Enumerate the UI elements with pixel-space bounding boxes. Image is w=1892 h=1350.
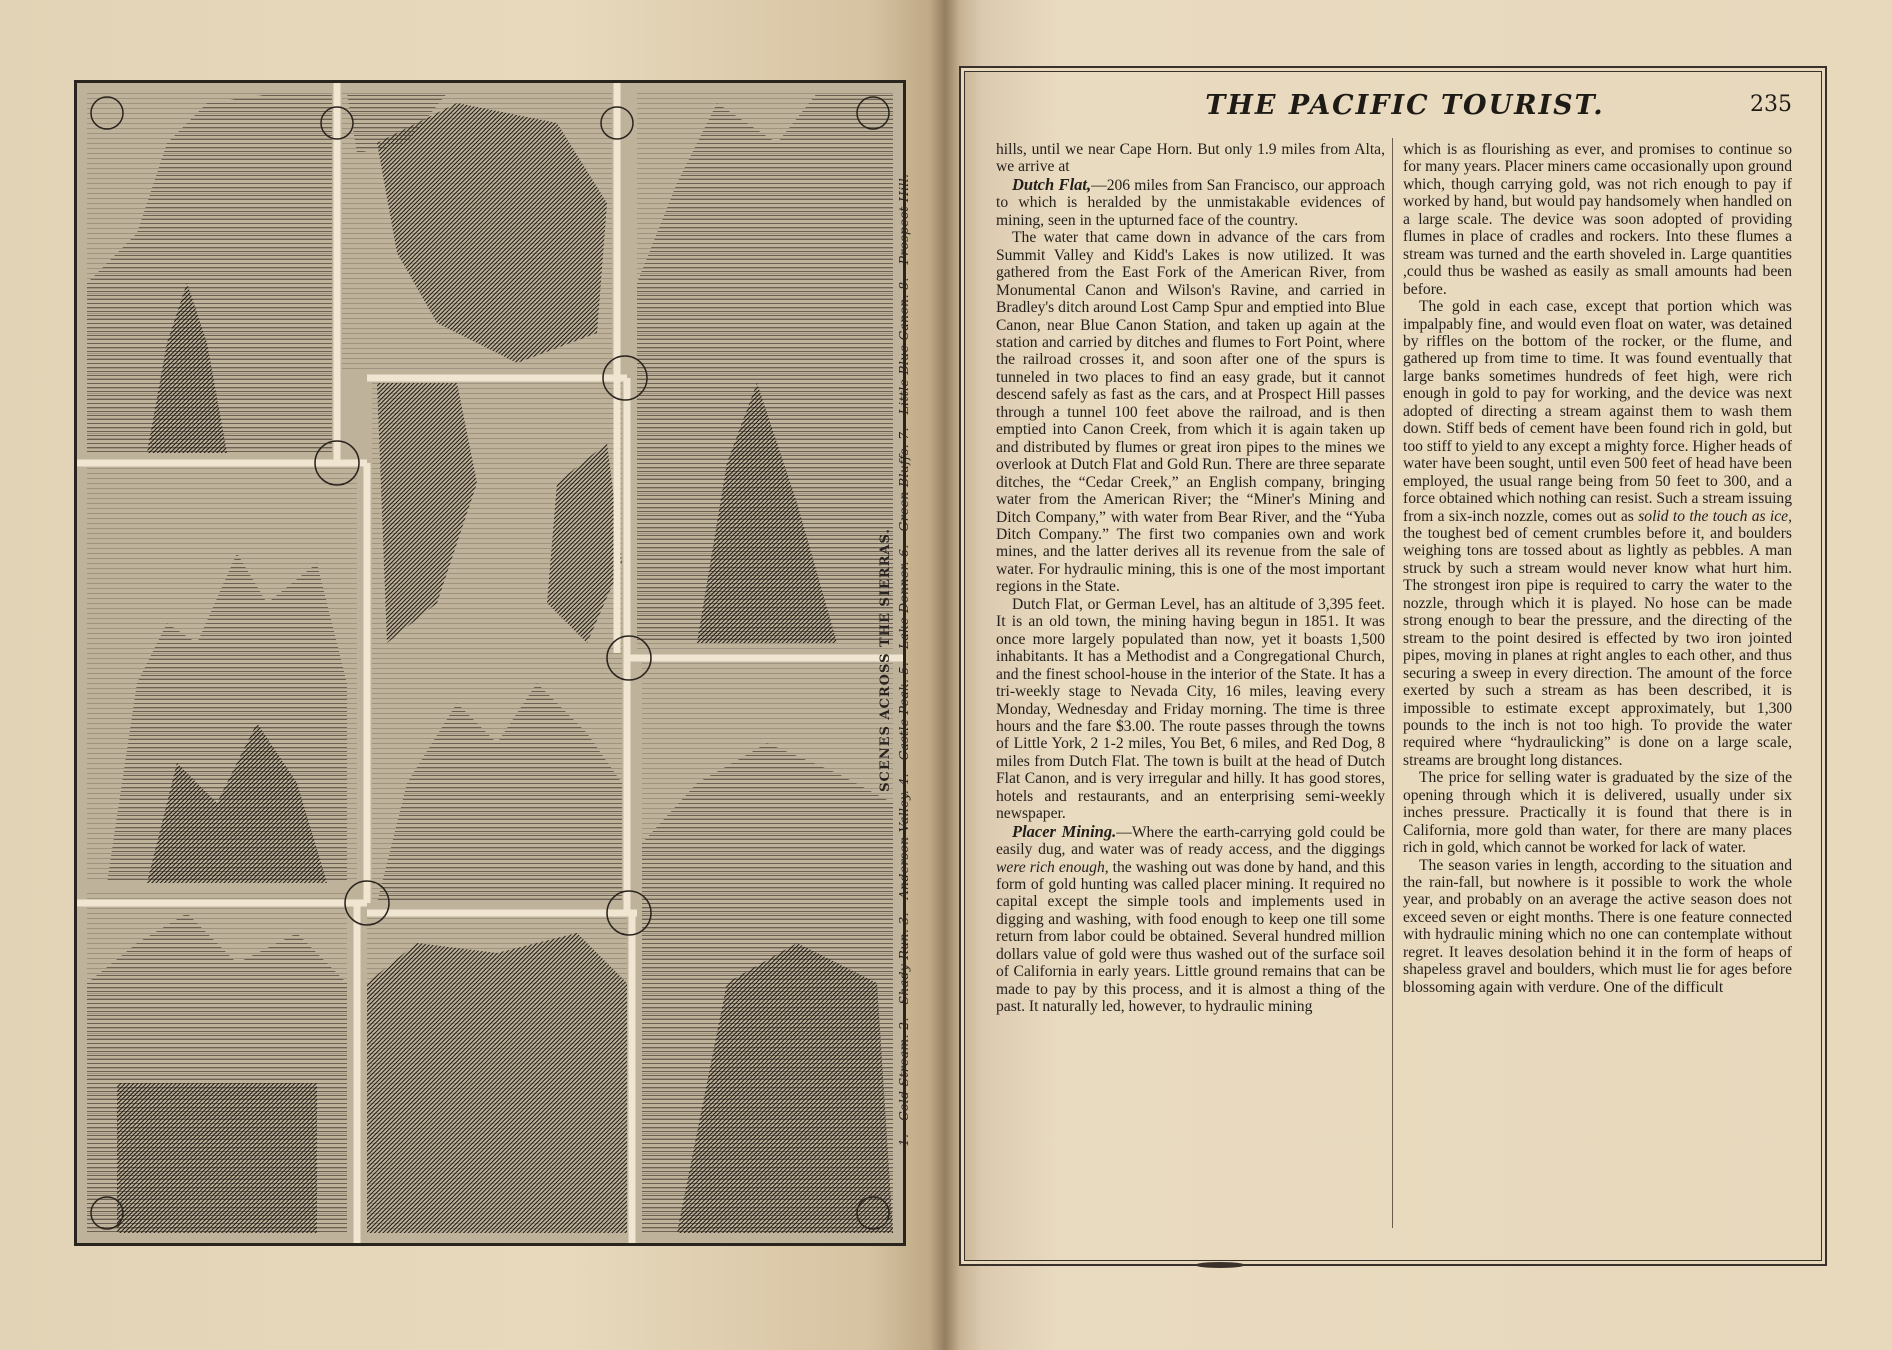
paragraph: The water that came down in advance of the cars from Summit Valley and Kidd's Lakes is now utilized. It was gathered from the East Fork of the American River, from Monumental Canon and Wilson's Ravine, and carried in Bradley's ditch around Lost Camp Spur and emptied into Blue Canon, near Blue Canon Station, and taken up again at the station and carried by ditches and flumes to Fort Point, where the railroad crosses it, and soon after one of the spurs is tunneled in two places to find an easy grade, but it cannot descend safely as fast as the cars, and at Prospect Hill passes through a tunnel 100 feet above the railroad, and is then emptied into Canon Creek, from which it is again taken up and distributed by flumes or great iron pipes to the mines we overlook at Dutch Flat and Gold Run. There are three separate ditches, the “Cedar Creek,” an English company, bringing water from the American River; the “Miner's Mining and Ditch Company,” with water from Bear River, and the “Yuba Ditch Company.” The first two companies own and work mines, and the latter derives all its revenue from the sale of water. For hydraulic mining, this is one of the most important regions in the State. — [996, 229, 1385, 596]
scene-green-bluffs — [87, 893, 347, 1233]
scene-castle-peak — [87, 463, 357, 883]
paragraph-text: —206 miles from San Francisco, our approach to which is heralded by the unmistakable evidences of mining, seen in the upturned face of the country. — [996, 176, 1385, 229]
emphasis: solid to the touch as ice, — [1638, 507, 1792, 525]
engraving-plate — [74, 80, 906, 1246]
scene-anderson-valley — [637, 93, 893, 653]
paragraph-text: —Where the earth-carrying gold could be easily dug, and water was of ready access, and the diggings — [996, 823, 1385, 859]
paragraph: Dutch Flat, or German Level, has an altitude of 3,395 feet. It is an old town, the mining having begun in 1851. It was once more largely populated than now, yet it boasts 1,500 inhabitants. It has a Methodist and a Congregational Church, and the finest school-house in the interior of the State. It has a tri-weekly stage to Nevada City, 16 miles, leaving every Monday, Wednesday and Friday morning. The time is three hours and the fare $3.00. The route passes through the towns of Little York, 2 1-2 miles, You Bet, 6 miles, and Red Dog, 8 miles from Dutch Flat. The town is built at the head of Dutch Flat Canon, and is very irregular and hilly. It has good stores, hotels and restaurants, and an enterprising semi-weekly newspaper. — [996, 595, 1385, 823]
section-heading: Placer Mining. — [1012, 821, 1117, 841]
engraving-illustration — [77, 83, 903, 1243]
column-rule — [1392, 138, 1393, 1228]
scene-prospect-hill — [642, 663, 893, 1233]
plate-caption-list: 1.—Cold Stream. 2.—Shady Run. 3.—Anderson Valley. 4.—Castle Peak. 5.—Lake Donner. 6.—Green Bluffs. 7.—Little Blue Canon. 8.—Prospect Hill. — [896, 173, 911, 1147]
paragraph — [996, 823, 1385, 1016]
paragraph: The price for selling water is graduated by the size of the opening through which it is delivered, usually under six inches pressure. Practically it is found that there is in California, more gold than water, for there are many places rich in gold, which cannot be worked for lack of water. — [1403, 769, 1792, 857]
page-number: 235 — [1750, 92, 1792, 117]
scene-lake-donner — [372, 383, 622, 903]
text-column-right — [1403, 141, 1792, 1233]
paragraph — [996, 176, 1385, 229]
paragraph-text: the toughest bed of cement crumbles before it, and boulders weighing tons are tossed about as lightly as pebbles. A man struck by such a stream would never know what hurt him. The strongest iron pipe is required to carry the water to the nozzle, through which it is played. No hose can be made strong enough to bear the pressure, and the directing of the stream to the point desired is effected by two iron jointed pipes, moving in planes at right angles to each other, and thus securing a sweep in every direction. The amount of the force exerted by such a stream as has been described, it is impossible to estimate except approximately, but 1,300 pounds to the inch is not too high. To provide the water required where “hydraulicking” is done on a large scale, streams are brought long distances. — [1403, 524, 1792, 769]
paragraph-text: The gold in each case, except that portion which was impalpably fine, and would even float on water, was detained by riffles on the bottom of the rocker, or the flume, and gathered up from time to time. It was found eventually that large banks sometimes hundreds of feet high, were rich enough in gold to pay for working, and the device was next adopted of directing a stream against them to wash them down. Stiff beds of cement have been found rich in gold, but too stiff to yield to any except a mighty force. Higher heads of water have been sought, until even 500 feet of head have been employed, the usual range being from 50 feet to 300, and a force obtained which nothing can resist. Such a stream issuing from a six-inch nozzle, comes out as — [1403, 298, 1792, 525]
paragraph: The season varies in length, according to the situation and the rain-fall, but nowhere is it possible to work the whole year, and probably on an average the active season does not exceed seven or eight months. There is one feature connected with hydraulic mining which no one can contemplate without regret. It leaves desolation behind it in the form of heaps of shapeless gravel and boulders, which must lie for ages before blossoming again with verdure. One of the difficult — [1403, 856, 1792, 996]
emphasis: were rich enough, — [996, 858, 1109, 876]
paragraph: hills, until we near Cape Horn. But only 1.9 miles from Alta, we arrive at — [996, 141, 1385, 176]
paragraph — [1403, 298, 1792, 769]
book-gutter — [930, 0, 960, 1350]
plate-caption-title: SCENES ACROSS THE SIERRAS. — [878, 528, 893, 792]
section-heading: Dutch Flat, — [1012, 174, 1092, 194]
scene-little-blue-canon — [367, 913, 627, 1233]
plate-caption — [878, 95, 912, 1225]
scene-shady-run — [342, 93, 612, 373]
scene-cold-stream — [87, 93, 332, 453]
paragraph: which is as flourishing as ever, and promises to continue so for many years. Placer miners came occasionally upon ground which, though carrying gold, was not rich enough to pay if worked by hand, but would pay handsomely when handled on a large scale. The device was soon adopted of providing flumes in place of cradles and rockers. Into these flumes a stream was turned and the earth shoveled in. Large quantities ,could thus be washed as easily as small amounts had been before. — [1403, 141, 1792, 298]
running-header: THE PACIFIC TOURIST. — [1205, 90, 1605, 121]
bottom-ornament — [1195, 1262, 1245, 1268]
text-column-left — [996, 141, 1385, 1233]
paragraph-text: the washing out was done by hand, and this form of gold hunting was called placer mining. It required no capital except the simple tools and implements used in digging and washing, with food enough to keep one till some return from labor could be obtained. Several hundred million dollars value of gold were thus washed out of the surface soil of California in early years. Little ground remains that can be made to pay by this process, and it is almost a thing of the past. It naturally led, however, to hydraulic mining — [996, 858, 1385, 1016]
